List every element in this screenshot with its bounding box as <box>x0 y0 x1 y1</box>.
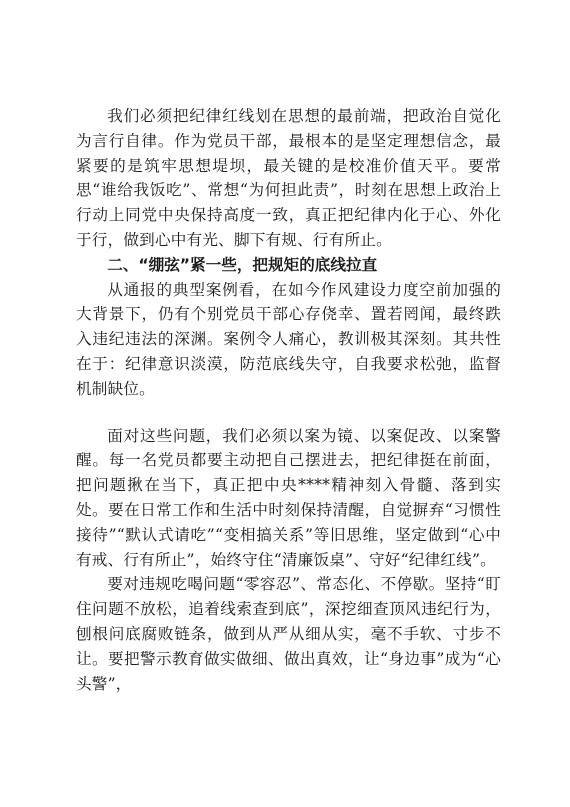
paragraph-spacer <box>76 402 501 424</box>
section-heading-two: 二、“绷弦”紧一些，把规矩的底线拉直 <box>107 255 378 274</box>
paragraph-learn-from-cases: 面对这些问题，我们必须以案为镜、以案促改、以案警醒。每一名党员都要主动把自己摆进去，把纪律挺在前面，把问题揪在当下，真正把中央****精神刻入骨髓、落到实处。要在日常工作和生活中时刻保持清醒，自觉摒弃“习惯性接待”“默认式请吃”“变相搞关系”等旧思维，坚定做到“心中有戒、行有所止”，始终守住“清廉饭桌”、守好“纪律红线”。 <box>76 426 501 569</box>
document-body <box>76 104 501 696</box>
paragraph-zero-tolerance: 要对违规吃喝问题“零容忍”、常态化、不停歇。坚持“盯住问题不放松，追着线索查到底”，深挖细查顶风违纪行为，刨根问底腐败链条，做到从严从细从实，毫不手软、寸步不让。要把警示教育做实做细、做出真效，让“身边事”成为“心头警”， <box>76 575 501 693</box>
paragraph-typical-cases: 从通报的典型案例看，在如今作风建设力度空前加强的大背景下，仍有个别党员干部心存侥幸、置若罔闻，最终跌入违纪违法的深渊。案例令人痛心，教训极其深刻。其共性在于：纪律意识淡漠，防范底线失守，自我要求松弛，监督机制缺位。 <box>76 280 501 398</box>
paragraph-discipline-redline: 我们必须把纪律红线划在思想的最前端，把政治自觉化为言行自律。作为党员干部，最根本的是坚定理想信念，最紧要的是筑牢思想堤坝，最关键的是校准价值天平。要常思“谁给我饭吃”、常想“为何担此责”，时刻在思想上政治上行动上同党中央保持高度一致，真正把纪律内化于心、外化于行，做到心中有光、脚下有规、行有所止。 <box>76 107 501 249</box>
